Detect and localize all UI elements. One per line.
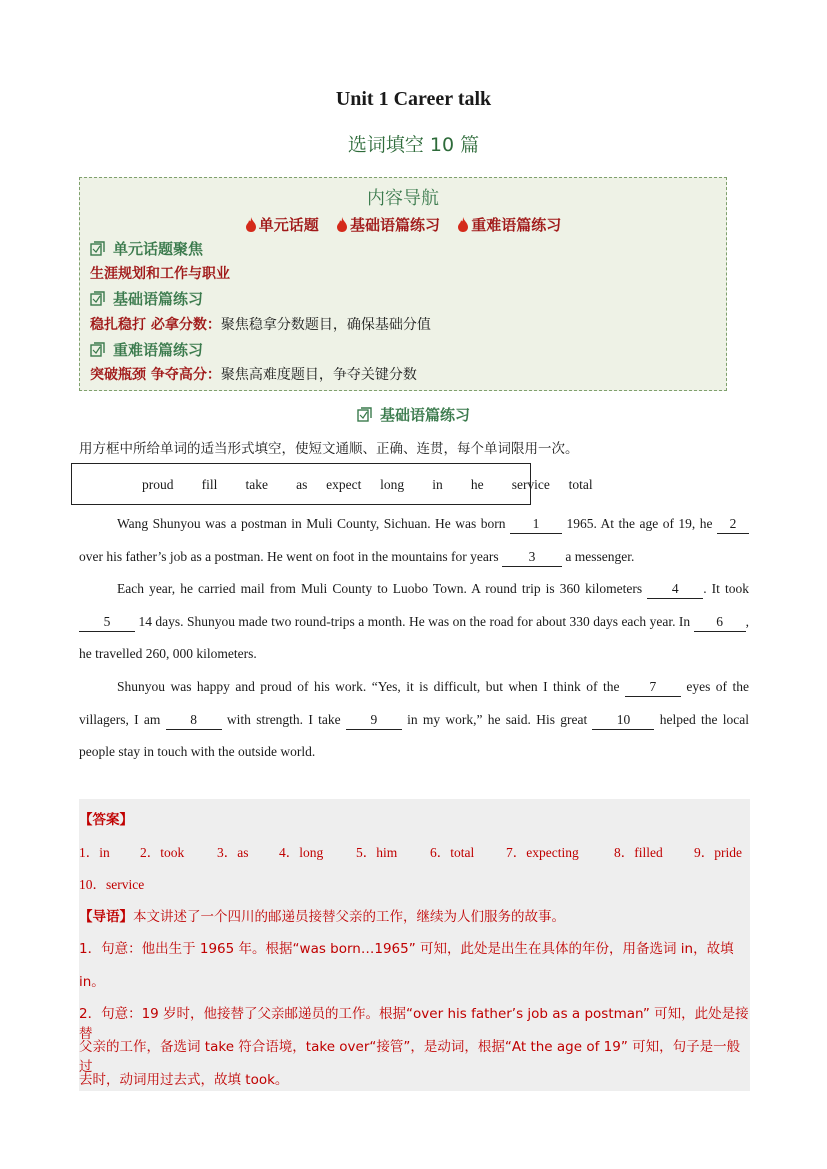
word-bank: proud fill take as expect long in he service total [142, 477, 593, 492]
guide-line [79, 905, 750, 925]
nav-section-basic-desc [90, 314, 431, 334]
blank-9[interactable]: 9 [346, 711, 402, 730]
answer-item: 9．pride [694, 845, 742, 860]
passage-text: eyes of the villagers, I am [79, 679, 749, 727]
nav-title: 内容导航 [367, 188, 439, 209]
answer-panel [79, 799, 750, 1091]
nav-section-topic-desc: 生涯规划和工作与职业 [90, 266, 230, 282]
explanation-2: 2．句意：19 岁时，他接替了父亲邮递员的工作。根据“over his father’s job as a postman” 可知，此处是接替 [79, 1006, 749, 1042]
passage-paragraph-2 [79, 573, 749, 671]
explanation-2-cont: 父亲的工作，备选词 take 符合语境，take over“接管”，是动词，根据“At the age of 19” 可知，句子是一般过 [79, 1039, 741, 1075]
passage-text: over his father’s job as a postman. He went on foot in the mountains for years [79, 548, 503, 564]
nav-section-label: 单元话题聚焦 [113, 240, 204, 258]
passage-paragraph-3 [79, 671, 749, 769]
passage-text: , he travelled 260, 000 kilometers. [79, 613, 749, 661]
answer-item: 3．as [217, 845, 249, 860]
nav-tab-topic[interactable] [245, 214, 319, 235]
nav-tabs [80, 214, 726, 235]
answer-item: 8．filled [614, 845, 663, 860]
nav-section-topic-head[interactable] [90, 238, 203, 259]
passage-paragraph-1 [79, 508, 749, 573]
blank-7[interactable]: 7 [625, 678, 681, 697]
nav-section-label: 重难语篇练习 [113, 341, 204, 359]
answer-item: 7．expecting [506, 845, 579, 860]
blank-2[interactable]: 2 [717, 515, 749, 534]
blank-6[interactable]: 6 [694, 613, 746, 632]
nav-description: 聚焦高难度题目，争夺关键分数 [220, 367, 417, 383]
nav-tab-label: 重难语篇练习 [471, 216, 562, 234]
passage-text: 1965. At the age of 19, he [561, 516, 717, 531]
passage-text: with strength. I take [221, 711, 346, 727]
blank-1[interactable]: 1 [510, 515, 562, 534]
passage-text: 14 days. Shunyou made two round-trips a month. He was on the road for about 330 days each year. In [135, 613, 694, 629]
explanation-1-cont: in。 [79, 974, 105, 990]
answer-item: 1．in [79, 845, 110, 860]
page-title: Unit 1 Career talk [335, 88, 492, 110]
section-heading [0, 404, 827, 425]
passage-text: helped the local people stay in touch with the outside world. [79, 711, 749, 759]
nav-section-label: 基础语篇练习 [113, 290, 204, 308]
blank-8[interactable]: 8 [166, 711, 222, 730]
guide-text: 本文讲述了一个四川的邮递员接替父亲的工作，继续为人们服务的故事。 [133, 909, 565, 925]
blank-10[interactable]: 10 [592, 711, 654, 730]
document-icon [90, 291, 105, 306]
document-icon [90, 241, 105, 256]
document-icon [357, 407, 372, 422]
explanation-2-end: 去时，动词用过去式，故填 took。 [79, 1072, 289, 1088]
passage-text: Shunyou was happy and proud of his work. “Yes, it is difficult, but when I think of the [117, 679, 625, 694]
content-navigation-box [79, 177, 727, 391]
passage-text: in my work,” he said. His great [401, 711, 593, 727]
nav-tab-label: 单元话题 [258, 216, 319, 234]
blank-4[interactable]: 4 [647, 580, 703, 599]
flame-icon [245, 217, 257, 232]
answer-list [79, 841, 750, 861]
nav-description: 聚焦稳拿分数题目，确保基础分值 [220, 317, 431, 333]
document-icon [90, 342, 105, 357]
nav-tab-hard[interactable] [457, 214, 561, 235]
passage-text: a messenger. [562, 548, 635, 564]
answer-tag: 【答案】 [79, 812, 133, 828]
nav-section-hard-desc [90, 364, 417, 384]
nav-tab-label: 基础语篇练习 [349, 216, 440, 234]
passage-text: Each year, he carried mail from Muli County to Luobo Town. A round trip is 360 kilometers [117, 581, 648, 596]
flame-icon [336, 217, 348, 232]
blank-5[interactable]: 5 [79, 613, 135, 632]
guide-tag: 【导语】 [79, 909, 133, 925]
nav-tab-basic[interactable] [336, 214, 440, 235]
explanation-1: 1．句意：他出生于 1965 年。根据“was born…1965” 可知，此处是出生在具体的年份，用备选词 in，故填 [79, 941, 734, 957]
exercise-instruction: 用方框中所给单词的适当形式填空，使短文通顺、正确、连贯，每个单词限用一次。 [79, 441, 579, 457]
word-bank-box [71, 463, 593, 505]
passage-text: Wang Shunyou was a postman in Muli County, Sichuan. He was born [117, 516, 510, 531]
passage-text: . It took [703, 581, 749, 596]
nav-emphasis: 突破瓶颈 争夺高分： [90, 367, 221, 383]
answer-item: 2．took [140, 845, 185, 860]
answer-item: 5．him [356, 845, 398, 860]
answer-item: 4．long [279, 845, 324, 860]
nav-section-basic-head[interactable] [90, 288, 203, 309]
answer-item: 6．total [430, 845, 475, 860]
section-heading-label: 基础语篇练习 [379, 406, 470, 424]
flame-icon [457, 217, 469, 232]
answer-item: 10．service [79, 877, 145, 892]
nav-section-hard-head[interactable] [90, 339, 203, 360]
page-subtitle: 选词填空 10 篇 [347, 134, 480, 156]
blank-3[interactable]: 3 [502, 548, 562, 567]
nav-emphasis: 稳扎稳打 必拿分数： [90, 317, 221, 333]
